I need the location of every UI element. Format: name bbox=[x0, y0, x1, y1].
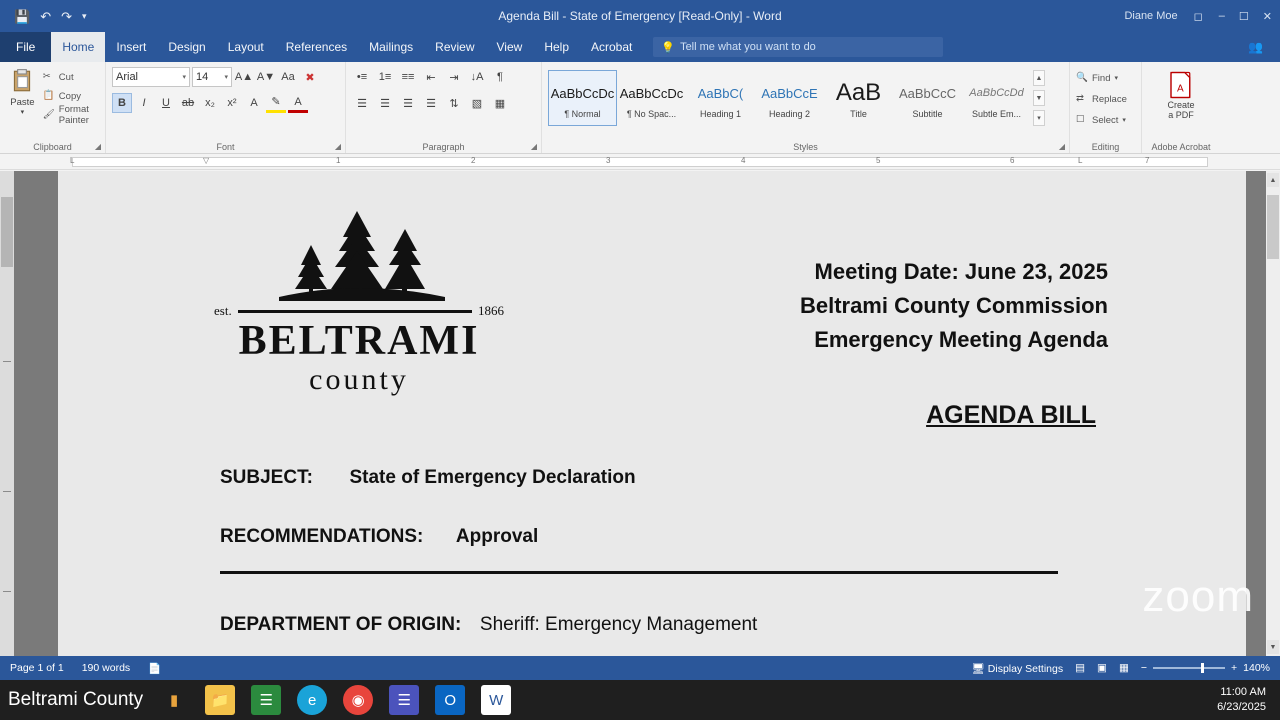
sort-icon[interactable]: ↓A bbox=[470, 71, 484, 83]
undo-icon[interactable]: ↶ bbox=[40, 8, 52, 24]
lightbulb-icon: 💡 bbox=[661, 41, 676, 54]
tab-layout[interactable]: Layout bbox=[227, 40, 264, 54]
field-subject bbox=[220, 467, 636, 489]
page-indicator[interactable]: Page 1 of 1 bbox=[10, 662, 64, 674]
tab-insert[interactable]: Insert bbox=[116, 40, 147, 54]
logo-name: BELTRAMI bbox=[238, 318, 480, 364]
styles-dialog-launcher[interactable]: ◢ bbox=[1058, 142, 1065, 151]
zoom-slider-knob[interactable] bbox=[1201, 663, 1204, 673]
vertical-ruler-page-marker bbox=[1, 197, 13, 267]
agenda-name: Emergency Meeting Agenda bbox=[814, 327, 1108, 353]
text-effects-icon[interactable]: A bbox=[250, 97, 258, 109]
status-bar-right bbox=[972, 662, 1270, 675]
field-label: SUBJECT: bbox=[220, 467, 313, 488]
pine-trees-icon bbox=[214, 211, 504, 307]
tab-acrobat[interactable]: Acrobat bbox=[591, 40, 633, 54]
clipboard-dialog-launcher[interactable]: ◢ bbox=[94, 142, 101, 151]
chevron-down-icon[interactable]: ▾ bbox=[1114, 75, 1118, 82]
clock-date: 6/23/2025 bbox=[1217, 701, 1266, 713]
chevron-down-icon[interactable]: ▾ bbox=[224, 74, 228, 81]
field-value: State of Emergency Declaration bbox=[349, 467, 636, 488]
document-title: AGENDA BILL bbox=[926, 401, 1096, 429]
line-spacing-icon[interactable]: ⇅ bbox=[449, 97, 459, 110]
svg-text:A: A bbox=[1177, 83, 1184, 95]
close-icon[interactable]: ✕ bbox=[1262, 10, 1272, 23]
field-value: Approval bbox=[455, 526, 539, 547]
ruler-tick-4: 4 bbox=[741, 156, 746, 165]
field-department bbox=[220, 614, 757, 636]
commission-name: Beltrami County Commission bbox=[799, 293, 1108, 319]
numbering-icon[interactable]: 1≡ bbox=[378, 71, 392, 83]
ribbon-group-paragraph bbox=[346, 62, 542, 153]
find-button[interactable] bbox=[1076, 70, 1135, 86]
style-heading-2[interactable] bbox=[755, 70, 824, 126]
est-label: est. bbox=[214, 303, 232, 318]
ribbon-group-styles bbox=[542, 62, 1070, 153]
minimize-icon[interactable]: – bbox=[1218, 9, 1225, 22]
style-subtle-emphasis[interactable] bbox=[962, 70, 1031, 126]
adobe-group-label: Adobe Acrobat bbox=[1151, 142, 1211, 152]
zoom-out-button[interactable]: − bbox=[1140, 662, 1147, 674]
ruler-left-marker: L bbox=[70, 156, 75, 165]
ruler[interactable] bbox=[0, 154, 1280, 170]
font-group-label: Font bbox=[216, 142, 235, 152]
paste-icon bbox=[9, 68, 35, 94]
ribbon-group-adobe bbox=[1142, 62, 1220, 153]
chevron-down-icon[interactable]: ▾ bbox=[182, 74, 186, 81]
status-bar bbox=[0, 656, 1280, 680]
divider bbox=[238, 310, 472, 313]
chevron-down-icon[interactable]: ▾ bbox=[20, 109, 25, 116]
window-title: Agenda Bill - State of Emergency [Read-Only] - Word bbox=[498, 9, 782, 23]
style-label: Subtitle bbox=[912, 109, 943, 119]
tab-references[interactable]: References bbox=[285, 40, 348, 54]
italic-icon[interactable]: I bbox=[142, 97, 146, 109]
web-layout-icon[interactable]: ▦ bbox=[1118, 662, 1129, 674]
styles-scroll-up-icon[interactable]: ▲ bbox=[1033, 70, 1045, 86]
create-pdf-label[interactable]: Create a PDF bbox=[1167, 100, 1195, 121]
store-icon[interactable]: ☰ bbox=[251, 685, 281, 715]
clipboard-group-label: Clipboard bbox=[33, 142, 72, 152]
style-preview: AaBbCcDc bbox=[619, 85, 684, 101]
field-value: Sheriff: Emergency Management bbox=[479, 614, 758, 635]
select-icon: ☐ bbox=[1076, 114, 1085, 125]
document-page[interactable] bbox=[58, 171, 1246, 656]
user-name: Diane Moe bbox=[1124, 10, 1178, 22]
style-label: Heading 1 bbox=[699, 109, 742, 119]
grow-font-icon[interactable]: A▲ bbox=[234, 71, 254, 83]
zoom-level[interactable]: 140% bbox=[1243, 662, 1270, 674]
paste-label: Paste bbox=[10, 97, 35, 108]
read-mode-icon[interactable]: ▤ bbox=[1075, 662, 1086, 674]
title-bar-right bbox=[1124, 0, 1272, 32]
customize-qat-icon[interactable]: ▾ bbox=[82, 10, 87, 21]
style-preview: AaB bbox=[835, 79, 882, 106]
tab-home[interactable]: Home bbox=[51, 32, 105, 62]
style-heading-1[interactable] bbox=[686, 70, 755, 126]
tab-view[interactable]: View bbox=[496, 40, 523, 54]
start-icon[interactable]: ▮ bbox=[170, 692, 179, 709]
style-preview: AaBbCcC bbox=[898, 85, 957, 101]
clear-formatting-icon[interactable]: ✖ bbox=[305, 71, 315, 84]
ruler-tick-1: 1 bbox=[336, 156, 341, 165]
zoom-slider[interactable] bbox=[1153, 667, 1225, 669]
style-label: Heading 2 bbox=[768, 109, 811, 119]
replace-label: Replace bbox=[1092, 93, 1127, 105]
copy-icon: 📋 bbox=[42, 90, 55, 101]
ruler-tick-6: 6 bbox=[1010, 156, 1015, 165]
font-size-combo[interactable] bbox=[192, 67, 232, 87]
scroll-up-icon[interactable]: ▲ bbox=[1267, 173, 1279, 187]
align-left-icon[interactable]: ☰ bbox=[357, 97, 367, 110]
style-preview: AaBbCcE bbox=[761, 85, 818, 101]
maximize-icon[interactable]: ☐ bbox=[1238, 10, 1249, 23]
paste-button[interactable] bbox=[6, 66, 39, 123]
tab-design[interactable]: Design bbox=[168, 40, 206, 54]
select-label: Select bbox=[1092, 114, 1119, 126]
multilevel-list-icon[interactable]: ≡≡ bbox=[401, 71, 415, 83]
font-dialog-launcher[interactable]: ◢ bbox=[334, 142, 341, 151]
word-icon[interactable]: W bbox=[481, 685, 511, 715]
style-title[interactable] bbox=[824, 70, 893, 126]
search-icon: 🔍 bbox=[1076, 72, 1088, 83]
taskbar-caption: Beltrami County bbox=[8, 689, 144, 710]
display-settings-label: Display Settings bbox=[987, 662, 1064, 675]
editing-group-label: Editing bbox=[1091, 142, 1120, 152]
format-painter-button[interactable] bbox=[42, 104, 99, 126]
save-icon[interactable]: 💾 bbox=[14, 8, 31, 24]
replace-button[interactable] bbox=[1076, 91, 1135, 107]
taskbar bbox=[0, 680, 1280, 720]
superscript-icon[interactable]: x² bbox=[227, 97, 237, 109]
paragraph-dialog-launcher[interactable]: ◢ bbox=[530, 142, 537, 151]
display-settings-icon: 🖥 bbox=[971, 662, 985, 675]
font-color-icon[interactable]: A bbox=[288, 93, 308, 113]
share-button[interactable] bbox=[1248, 32, 1268, 62]
change-case-icon[interactable]: Aa bbox=[281, 71, 295, 83]
document-heading bbox=[800, 255, 1108, 357]
teams-icon[interactable]: ☰ bbox=[389, 685, 419, 715]
taskbar-clock[interactable] bbox=[1217, 685, 1280, 715]
title-bar bbox=[0, 0, 1280, 32]
est-year: 1866 bbox=[478, 303, 504, 318]
borders-icon[interactable]: ▦ bbox=[494, 97, 506, 110]
style-no-spacing[interactable] bbox=[617, 70, 686, 126]
zoom-in-button[interactable]: + bbox=[1231, 662, 1238, 674]
paintbrush-icon: 🖌 bbox=[42, 109, 55, 120]
ruler-tick-2: 2 bbox=[471, 156, 476, 165]
share-icon: 👥 bbox=[1248, 40, 1263, 54]
decrease-indent-icon[interactable]: ⇤ bbox=[426, 71, 436, 84]
align-right-icon[interactable]: ☰ bbox=[403, 97, 413, 110]
zoom-control[interactable] bbox=[1141, 662, 1270, 674]
cut-label: Cut bbox=[58, 71, 74, 83]
outlook-icon[interactable]: O bbox=[435, 685, 465, 715]
ribbon-tab-bar[interactable] bbox=[0, 32, 1280, 62]
horizontal-rule bbox=[220, 571, 1058, 574]
ruler-tick-7: 7 bbox=[1145, 156, 1150, 165]
underline-icon[interactable]: U bbox=[162, 97, 170, 109]
align-center-icon[interactable]: ☰ bbox=[380, 97, 390, 110]
style-preview: AaBbCcDc bbox=[550, 85, 615, 101]
shrink-font-icon[interactable]: A▼ bbox=[256, 71, 276, 83]
style-normal[interactable] bbox=[548, 70, 617, 126]
styles-gallery[interactable] bbox=[548, 66, 1063, 126]
ribbon-display-options-icon[interactable]: ◻ bbox=[1193, 10, 1203, 23]
subscript-icon[interactable]: x₂ bbox=[205, 97, 215, 109]
style-label: ¶ Normal bbox=[564, 109, 601, 119]
show-marks-icon[interactable]: ¶ bbox=[497, 71, 503, 83]
taskbar-icons[interactable] bbox=[159, 685, 511, 715]
font-name-combo[interactable] bbox=[112, 67, 190, 87]
ribbon-group-editing bbox=[1070, 62, 1142, 153]
ribbon-group-font bbox=[106, 62, 346, 153]
font-name-value: Arial bbox=[116, 71, 139, 83]
ruler-track[interactable] bbox=[72, 157, 1208, 167]
proofing-icon[interactable]: 📄 bbox=[148, 662, 162, 675]
field-label: DEPARTMENT OF ORIGIN: bbox=[220, 614, 462, 635]
display-settings-button[interactable] bbox=[972, 662, 1064, 675]
style-label: Title bbox=[850, 109, 867, 119]
shading-icon[interactable]: ▧ bbox=[471, 97, 483, 110]
styles-group-label: Styles bbox=[793, 142, 818, 152]
ribbon-group-clipboard bbox=[0, 62, 106, 153]
vertical-scrollbar[interactable] bbox=[1266, 171, 1280, 656]
redo-icon[interactable]: ↷ bbox=[61, 8, 72, 24]
tell-me-search[interactable] bbox=[653, 37, 943, 57]
paragraph-group-label: Paragraph bbox=[422, 142, 465, 152]
tab-help[interactable]: Help bbox=[544, 40, 569, 54]
meeting-date: Meeting Date: June 23, 2025 bbox=[814, 259, 1108, 284]
clock-time: 11:00 AM bbox=[1220, 686, 1266, 699]
strikethrough-icon[interactable]: ab bbox=[181, 97, 195, 109]
copy-button[interactable] bbox=[43, 88, 99, 104]
adobe-pdf-icon bbox=[1166, 70, 1196, 100]
ruler-tick-5: 5 bbox=[876, 156, 881, 165]
quick-access-toolbar[interactable] bbox=[0, 10, 87, 23]
print-layout-icon[interactable]: ▣ bbox=[1097, 662, 1107, 674]
style-preview: AaBbCcDd bbox=[969, 87, 1024, 99]
styles-more-icon[interactable]: ▾ bbox=[1033, 110, 1045, 126]
edge-icon[interactable]: e bbox=[297, 685, 327, 715]
chrome-icon[interactable]: ◉ bbox=[343, 685, 373, 715]
style-label: ¶ No Spac... bbox=[626, 109, 677, 119]
scroll-down-icon[interactable]: ▼ bbox=[1267, 640, 1279, 654]
select-button[interactable] bbox=[1076, 112, 1135, 128]
increase-indent-icon[interactable]: ⇥ bbox=[449, 71, 459, 84]
field-label: RECOMMENDATIONS: bbox=[220, 526, 424, 547]
scissors-icon: ✂ bbox=[42, 71, 51, 82]
bold-icon[interactable]: B bbox=[112, 93, 132, 113]
ruler-indent-marker[interactable]: ▽ bbox=[203, 156, 210, 165]
font-size-value: 14 bbox=[196, 71, 209, 83]
justify-icon[interactable]: ☰ bbox=[426, 97, 436, 110]
styles-scroll-down-icon[interactable]: ▼ bbox=[1033, 90, 1045, 106]
file-explorer-icon[interactable]: 📁 bbox=[205, 685, 235, 715]
field-recommendations bbox=[220, 526, 538, 548]
logo-subname: county bbox=[309, 363, 409, 397]
cut-button[interactable] bbox=[43, 69, 99, 85]
replace-icon: ⇄ bbox=[1076, 93, 1084, 104]
zoom-watermark: zoom bbox=[1142, 572, 1254, 621]
style-subtitle[interactable] bbox=[893, 70, 962, 126]
ruler-right-marker: L bbox=[1078, 156, 1083, 165]
vertical-ruler bbox=[0, 171, 14, 656]
tab-file[interactable]: File bbox=[0, 32, 51, 62]
copy-label: Copy bbox=[58, 90, 81, 102]
ruler-tick-3: 3 bbox=[606, 156, 611, 165]
word-count[interactable]: 190 words bbox=[81, 662, 131, 674]
bullets-icon[interactable]: •≡ bbox=[356, 71, 368, 83]
style-preview: AaBbC( bbox=[697, 85, 744, 101]
tell-me-placeholder: Tell me what you want to do bbox=[680, 41, 816, 53]
beltrami-logo bbox=[214, 211, 504, 397]
tab-mailings[interactable]: Mailings bbox=[369, 40, 414, 54]
style-label: Subtle Em... bbox=[971, 109, 1022, 119]
window-buttons[interactable] bbox=[1219, 10, 1272, 23]
page-content[interactable] bbox=[72, 171, 1232, 656]
document-area bbox=[0, 171, 1280, 656]
styles-scroll[interactable] bbox=[1033, 70, 1045, 126]
tab-review[interactable]: Review bbox=[435, 40, 475, 54]
ribbon bbox=[0, 62, 1280, 154]
chevron-down-icon[interactable]: ▾ bbox=[1122, 117, 1126, 124]
find-label: Find bbox=[1092, 72, 1111, 84]
scrollbar-thumb[interactable] bbox=[1267, 195, 1279, 259]
format-painter-label: Format Painter bbox=[58, 104, 89, 126]
highlight-color-icon[interactable]: ✎ bbox=[266, 93, 286, 113]
